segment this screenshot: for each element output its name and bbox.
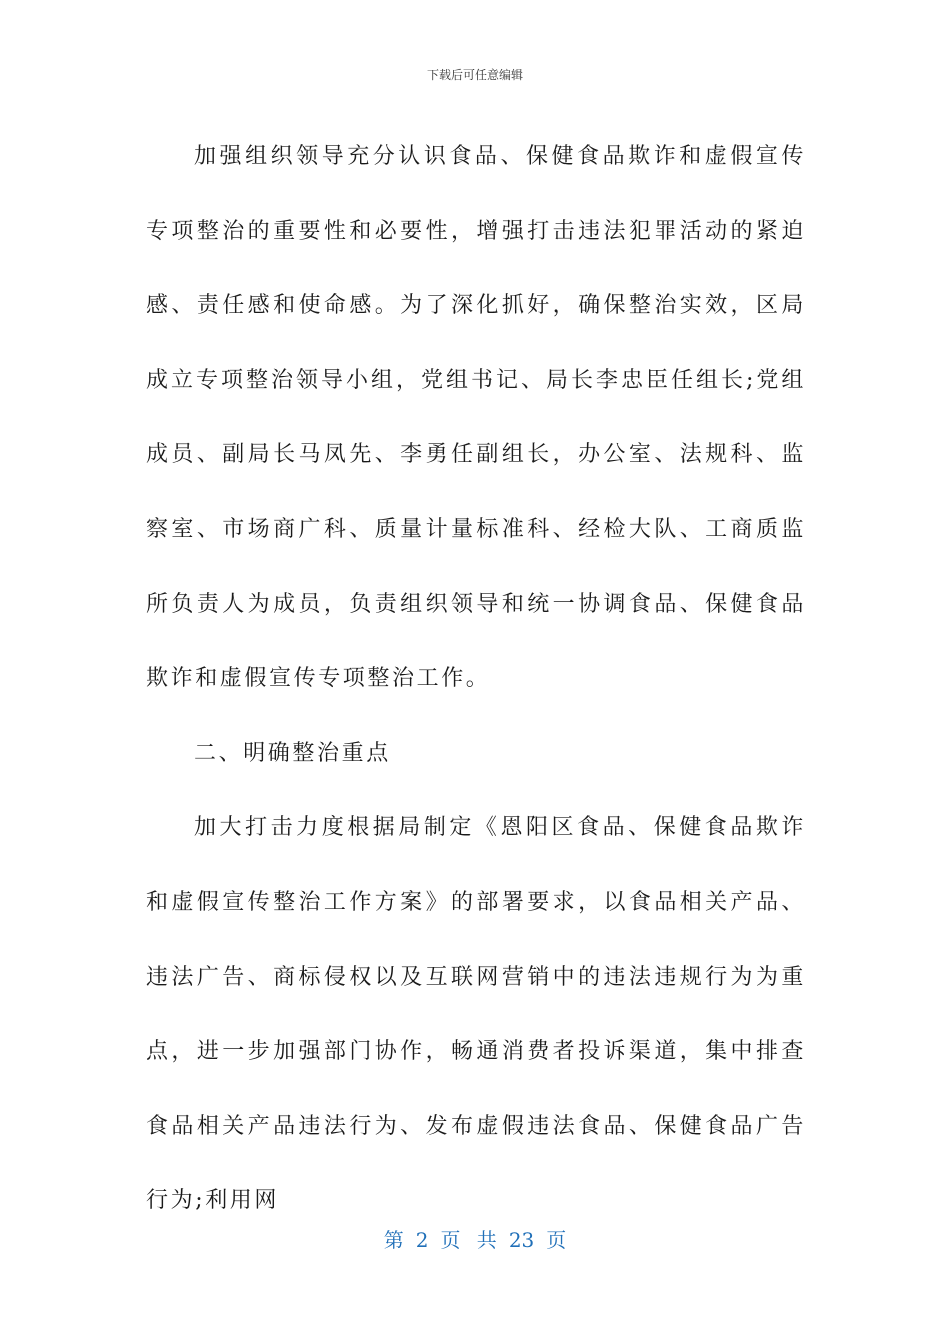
footer-current-page: 2 [415, 1228, 429, 1252]
footer-suffix: 页 [546, 1228, 567, 1252]
paragraph-2: 加大打击力度根据局制定《恩阳区食品、保健食品欺诈和虚假宣传整治工作方案》的部署要求，以食品相关产品、违法广告、商标侵权以及互联网营销中的违法违规行为为重点，进一步加强部门协作，畅通消费者投诉渠道，集中排查食品相关产品违法行为、发布虚假违法食品、保健食品广告行为;利用网 [146, 815, 806, 1214]
page-number-footer [0, 1224, 950, 1253]
section-heading: 二、明确整治重点 [194, 740, 391, 766]
footer-prefix: 第 [383, 1228, 404, 1252]
footer-total-pages: 23 [508, 1228, 535, 1252]
footer-middle: 页 共 [440, 1228, 497, 1252]
header-note: 下载后可任意编辑 [426, 68, 523, 82]
paragraph-1: 加强组织领导充分认识食品、保健食品欺诈和虚假宣传专项整治的重要性和必要性，增强打击违法犯罪活动的紧迫感、责任感和使命感。为了深化抓好，确保整治实效，区局成立专项整治领导小组，党组书记、局长李忠臣任组长;党组成员、副局长马凤先、李勇任副组长，办公室、法规科、监察室、市场商广科、质量计量标准科、经检大队、工商质监所负责人为成员，负责组织领导和统一协调食品、保健食品欺诈和虚假宣传专项整治工作。 [146, 144, 806, 692]
document-body [146, 120, 806, 1239]
